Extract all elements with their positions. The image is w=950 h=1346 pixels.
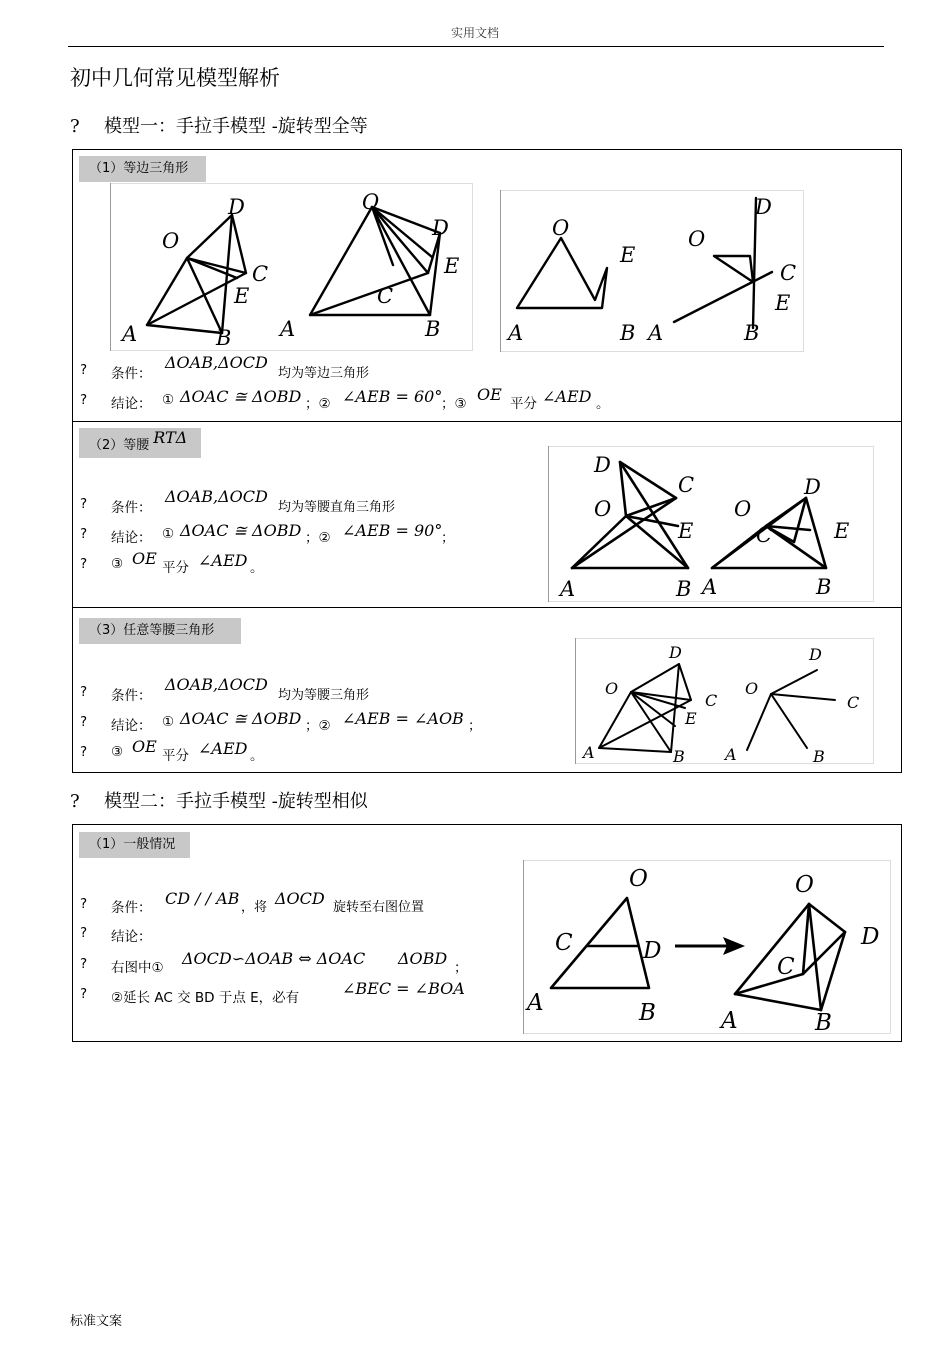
conclusion-label: 结论： — [111, 530, 152, 546]
conclusion-label: 结论： — [111, 718, 152, 734]
section-divider — [72, 421, 902, 422]
conclusion-math-2: ∠AEB = ∠AOB — [342, 709, 464, 728]
condition-math: ΔOAB,ΔOCD — [165, 353, 268, 372]
label-O: O — [162, 229, 180, 253]
label-D: D — [594, 453, 611, 477]
condition-label: 条件： — [111, 500, 152, 516]
figure-equilateral-1 — [110, 183, 473, 351]
condition-math: ΔOAB,ΔOCD — [165, 675, 268, 694]
conclusion-math-similar-2: ΔOBD — [398, 949, 448, 968]
conclusion-row: ? ③ OE 平分 ∠AED 。 — [80, 737, 264, 764]
model2-heading — [70, 787, 368, 813]
condition-text: 旋转至右图位置 — [333, 900, 425, 915]
condition-text: 均为等腰三角形 — [278, 688, 370, 703]
conclusion-row: ? 结论： ① ΔOAC ≅ ΔOBD ；② ∠AEB = ∠AOB ； — [80, 709, 482, 734]
conclusion-math-3: OE — [132, 737, 157, 756]
figure-rotation-similar — [523, 860, 891, 1034]
label-E: E — [620, 243, 636, 267]
label-A: A — [122, 322, 138, 346]
label-D: D — [809, 645, 822, 664]
condition-math-2: ΔOCD — [275, 889, 325, 908]
document-title: 初中几何常见模型解析 — [70, 66, 280, 90]
label-D: D — [755, 195, 772, 219]
label-O: O — [745, 679, 759, 698]
label-B: B — [216, 326, 232, 350]
condition-row: ? 条件： ΔOAB,ΔOCD 均为等边三角形 — [80, 353, 370, 382]
label-O: O — [795, 872, 814, 898]
figure-equilateral-2 — [500, 190, 804, 352]
label-O: O — [362, 190, 380, 214]
label-E: E — [834, 519, 850, 543]
label-E: E — [234, 284, 250, 308]
condition-row: ? 条件： ΔOAB,ΔOCD 均为等腰直角三角形 — [80, 487, 396, 516]
label-B: B — [813, 747, 825, 764]
conclusion-math-3: OE — [132, 549, 157, 568]
label-B: B — [639, 1000, 656, 1026]
label-E: E — [678, 519, 694, 543]
label-C: C — [756, 523, 773, 547]
condition-math: ΔOAB,ΔOCD — [165, 487, 268, 506]
conclusion-math-4: ∠AED — [542, 387, 592, 406]
condition-math: CD / / AB — [165, 889, 240, 908]
page-header: 实用文档 — [450, 26, 499, 40]
label-B: B — [673, 747, 685, 764]
conclusion-math-3: OE — [477, 385, 502, 404]
condition-text: 均为等腰直角三角形 — [278, 500, 396, 515]
label-B: B — [620, 321, 636, 345]
label-D: D — [804, 475, 821, 499]
label-C: C — [252, 262, 269, 286]
figure-any-isosceles — [575, 638, 874, 764]
label-D: D — [643, 938, 662, 964]
conclusion-math-4: ∠AED — [198, 551, 248, 570]
condition-label: 条件： — [111, 900, 152, 916]
label-D: D — [228, 195, 245, 219]
label-A: A — [527, 990, 544, 1016]
conclusion-row: ? ③ OE 平分 ∠AED 。 — [80, 549, 264, 576]
label-B: B — [676, 577, 692, 601]
conclusion-math-2: ∠AEB = 90° — [342, 521, 443, 540]
conclusion-label: 结论： — [111, 396, 152, 412]
label-A: A — [508, 321, 524, 345]
conclusion-row: ? 结论： ① ΔOAC ≅ ΔOBD ；② ∠AEB = 90° ； — [80, 521, 455, 546]
conclusion-row: ? 右图中① ΔOCD∽ΔOAB ⇔ ΔOAC ΔOBD ； — [80, 949, 468, 976]
label-A: A — [280, 317, 296, 341]
conclusion-math-similar: ΔOCD∽ΔOAB ⇔ ΔOAC — [182, 949, 366, 968]
label-O: O — [688, 227, 706, 251]
label-B: B — [816, 575, 832, 599]
label-D: D — [669, 643, 682, 662]
label-E: E — [444, 254, 460, 278]
label-B: B — [425, 317, 441, 341]
model2-heading-text: 模型二：手拉手模型 -旋转型相似 — [104, 791, 368, 812]
label-O: O — [594, 497, 612, 521]
conclusion-row: ? ②延长 AC 交 BD 于点 E，必有 ∠BEC = ∠BOA — [80, 979, 465, 1006]
condition-row: ? 条件： CD / / AB ，将 ΔOCD 旋转至右图位置 — [80, 889, 425, 916]
condition-label: 条件： — [111, 366, 152, 382]
label-E: E — [775, 291, 791, 315]
section-divider — [72, 607, 902, 608]
section-tag-any-isosceles: （3）任意等腰三角形 — [79, 618, 241, 644]
conclusion-math-1: ΔOAC ≅ ΔOBD — [180, 387, 302, 406]
section-tag-isosceles-right: （2）等腰 RTΔ — [79, 428, 201, 458]
label-C: C — [678, 473, 695, 497]
label-O: O — [552, 216, 570, 240]
condition-row: ? 条件： ΔOAB,ΔOCD 均为等腰三角形 — [80, 675, 370, 704]
label-B: B — [815, 1010, 832, 1034]
conclusion-math-1: ΔOAC ≅ ΔOBD — [180, 521, 302, 540]
conclusion-math-2: ∠AEB = 60° — [342, 387, 443, 406]
label-C: C — [377, 284, 394, 308]
bullet: ? — [70, 116, 80, 137]
conclusion-row: ? 结论： — [80, 925, 152, 945]
conclusion-math-1: ΔOAC ≅ ΔOBD — [180, 709, 302, 728]
label-O: O — [734, 497, 752, 521]
label-O: O — [629, 866, 648, 892]
label-D: D — [861, 924, 880, 950]
label-D: D — [432, 216, 449, 240]
figure-isosceles-right — [548, 446, 874, 602]
label-O: O — [605, 679, 619, 698]
condition-text: 均为等边三角形 — [278, 366, 370, 381]
label-C: C — [705, 691, 718, 710]
condition-label: 条件： — [111, 688, 152, 704]
label-A: A — [648, 321, 664, 345]
label-A: A — [583, 743, 595, 762]
label-A: A — [721, 1008, 738, 1034]
conclusion-math-angle: ∠BEC = ∠BOA — [342, 979, 465, 998]
label-C: C — [555, 930, 573, 956]
model1-heading — [70, 112, 368, 138]
model1-heading-text: 模型一：手拉手模型 -旋转型全等 — [104, 116, 368, 137]
label-C: C — [777, 954, 795, 980]
section-tag-equilateral: （1）等边三角形 — [79, 156, 206, 182]
label-C: C — [780, 261, 797, 285]
conclusion-row: ? 结论： ① ΔOAC ≅ ΔOBD ；② ∠AEB = 60° ；③ OE 平分 ∠AED 。 — [80, 385, 610, 412]
label-A: A — [560, 577, 576, 601]
conclusion-math-4: ∠AED — [198, 739, 248, 758]
label-C: C — [847, 693, 860, 712]
bullet: ? — [70, 791, 80, 812]
label-A: A — [725, 745, 737, 764]
label-A: A — [702, 575, 718, 599]
section-tag-general: （1）一般情况 — [79, 832, 190, 858]
page-footer: 标准文案 — [70, 1314, 123, 1329]
label-E: E — [685, 709, 697, 728]
label-B: B — [744, 321, 760, 345]
header-divider — [68, 46, 884, 47]
conclusion-label: 结论： — [111, 929, 152, 945]
